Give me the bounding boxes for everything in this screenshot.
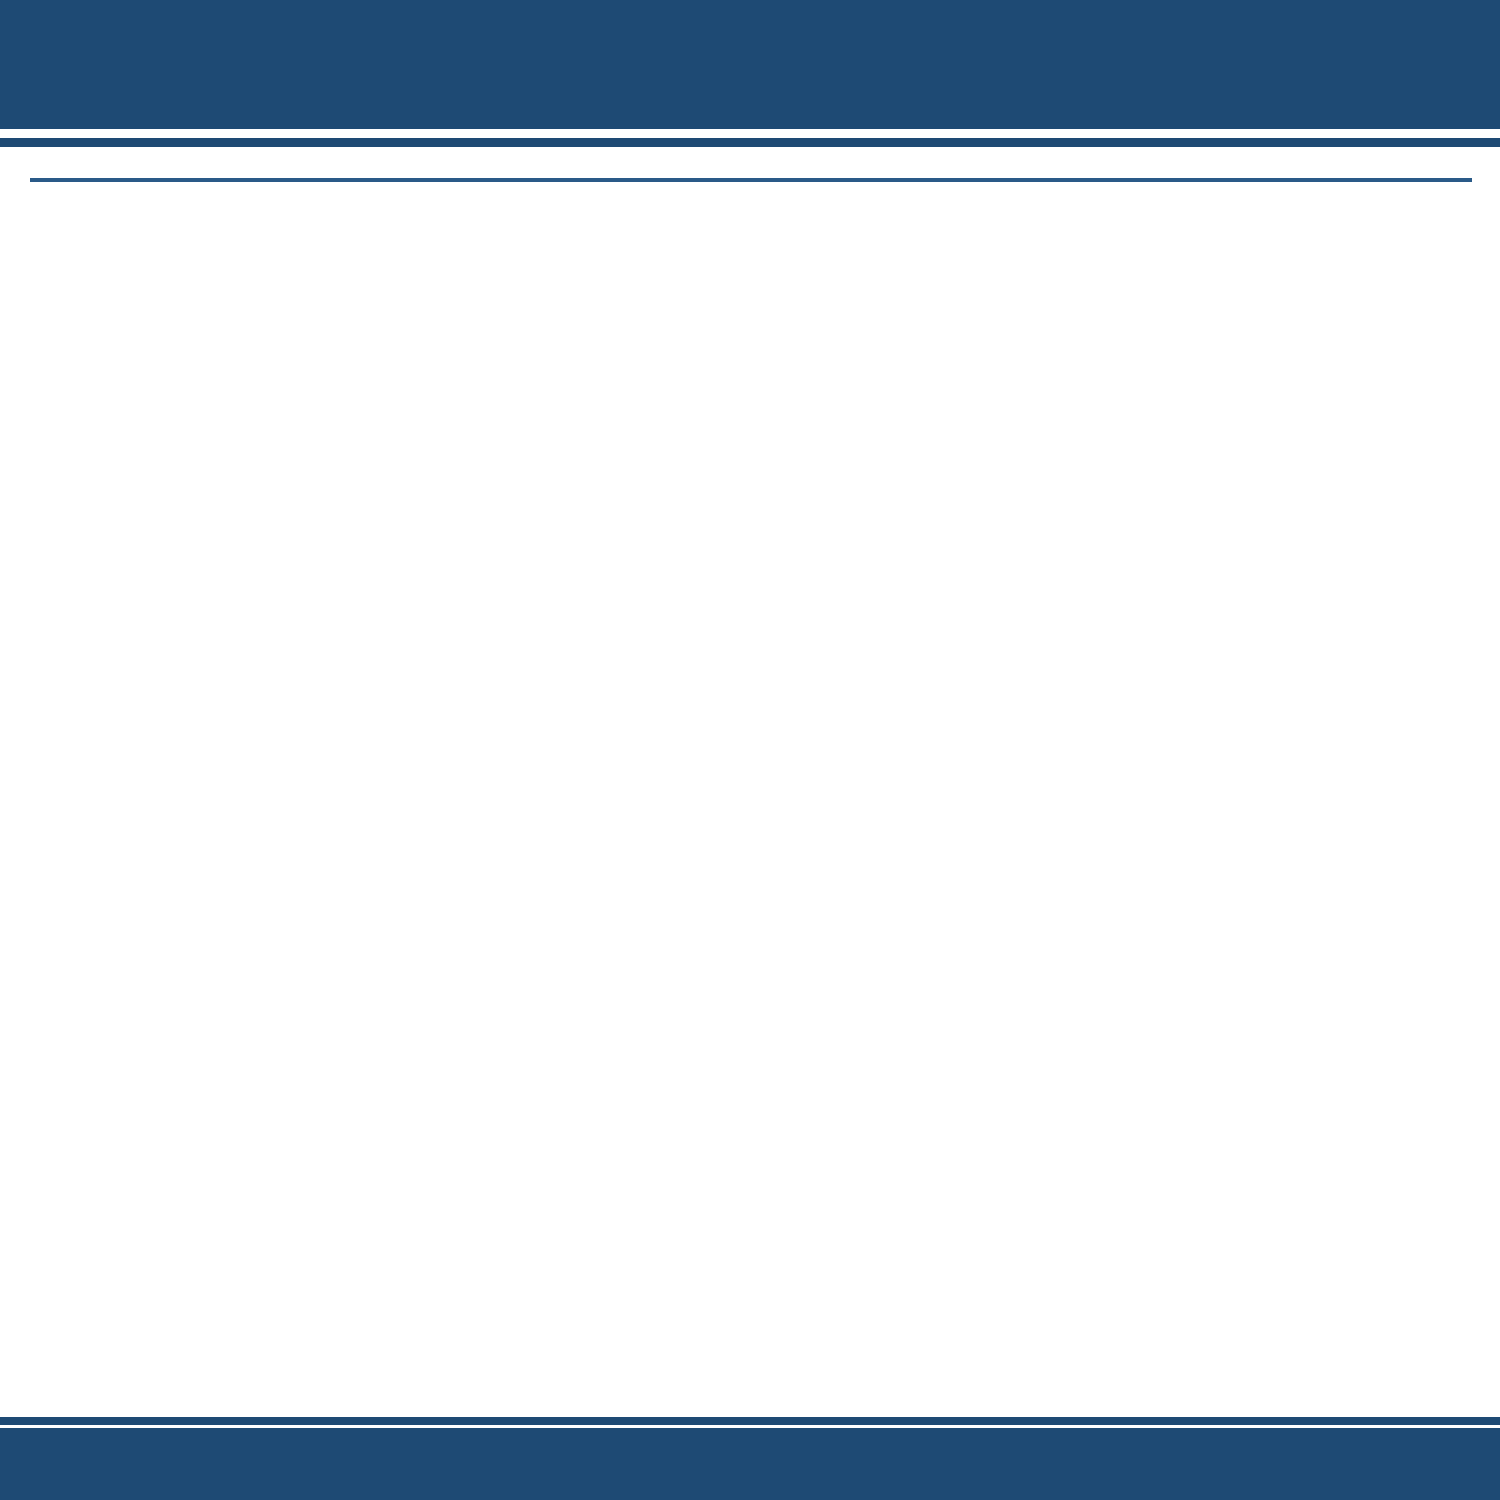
- top-title-band: [0, 0, 1500, 129]
- footer-band: [0, 1428, 1500, 1500]
- footer-divider-line: [0, 1417, 1500, 1425]
- top-divider-line: [0, 138, 1500, 147]
- comparison-table: [30, 178, 1472, 182]
